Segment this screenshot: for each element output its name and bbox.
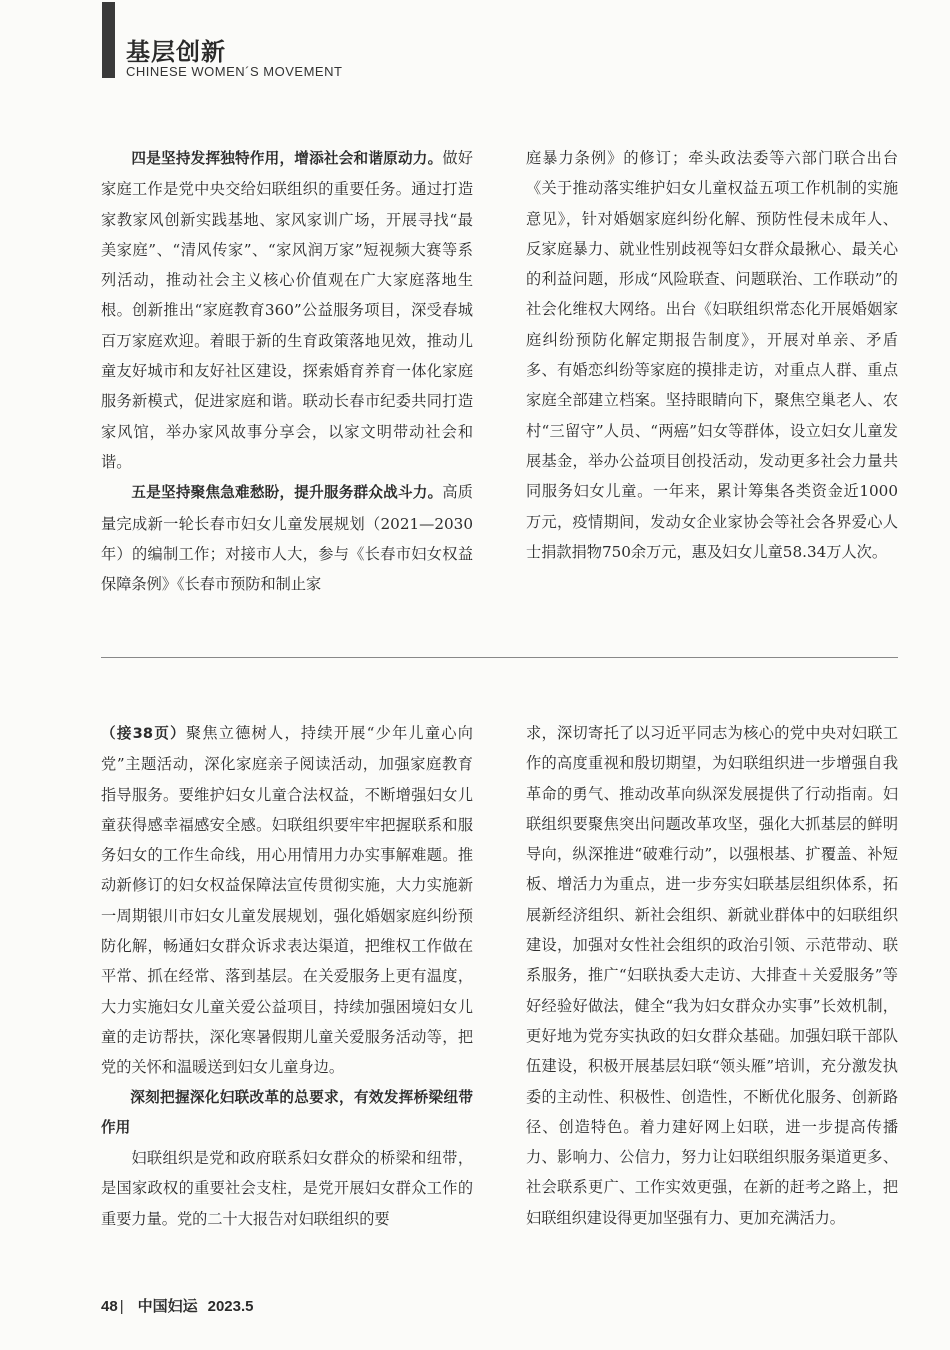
magazine-name: 中国妇运 [137, 1298, 198, 1315]
paragraph-continued: 庭暴力条例》的修订；牵头政法委等六部门联合出台《关于推动落实维护妇女儿童权益五项工作机制的实施意见》，针对婚姻家庭纠纷化解、预防性侵未成年人、反家庭暴力、就业性别歧视等妇女群众最揪心、最关心的利益问题，形成“风险联查、问题联治、工作联动”的社会化维权大网络。出台《妇联组织常态化开展婚姻家庭纠纷预防化解定期报告制度》，开展对单亲、矛盾多、有婚恋纠纷等家庭的摸排走访，对重点人群、重点家庭全部建立档案。坚持眼睛向下，聚焦空巢老人、农村“三留守”人员、“两癌”妇女等群体，设立妇女儿童发展基金，举办公益项目创投活动，发动更多社会力量共同服务妇女儿童。一年来，累计筹集各类资金近1000万元，疫情期间，发动女企业家协会等社会各界爱心人士捐款捐物750余万元，惠及妇女儿童58.34万人次。 [526, 149, 898, 561]
paragraph-four [101, 143, 473, 477]
paragraph-heading: 五是坚持聚焦急难愁盼，提升服务群众战斗力。 [131, 484, 443, 502]
paragraph-body: 妇联组织是党和政府联系妇女群众的桥梁和纽带，是国家政权的重要社会支柱，是党开展妇女群众工作的重要力量。党的二十大报告对妇联组织的要 [101, 1149, 473, 1228]
column-top-right [526, 143, 898, 567]
header-bar [102, 2, 115, 78]
paragraph-body: 高质量完成新一轮长春市妇女儿童发展规划（2021—2030年）的编制工作；对接市人大，参与《长春市妇女权益保障条例》《长春市预防和制止家 [101, 483, 473, 594]
section-title: 基层创新 [126, 38, 226, 66]
column-top-left [101, 143, 473, 599]
paragraph-body: 聚焦立德树人，持续开展“少年儿童心向党”主题活动，深化家庭亲子阅读活动，加强家庭教育指导服务。要维护妇女儿童合法权益，不断增强妇女儿童获得感幸福感安全感。妇联组织要牢牢把握联系和服务妇女的工作生命线，用心用情用力办实事解难题。推动新修订的妇女权益保障法宣传贯彻实施，大力实施新一周期银川市妇女儿童发展规划，强化婚姻家庭纠纷预防化解，畅通妇女群众诉求表达渠道，把维权工作做在平常、抓在经常、落到基层。在关爱服务上更有温度，大力实施妇女儿童关爱公益项目，持续加强困境妇女儿童的走访帮扶，深化寒暑假期儿童关爱服务活动等，把党的关怀和温暖送到妇女儿童身边。 [101, 724, 473, 1077]
column-bottom-right [526, 718, 898, 1233]
paragraph-heading: 四是坚持发挥独特作用，增添社会和谐原动力。 [131, 150, 443, 167]
page-footer [101, 1295, 264, 1316]
magazine-english-name: CHINESE WOMEN´S MOVEMENT [126, 64, 343, 79]
column-bottom-left [101, 718, 473, 1234]
issue-number: 2023.5 [207, 1298, 254, 1315]
paragraph-continued: 求，深切寄托了以习近平同志为核心的党中央对妇联工作的高度重视和殷切期望，为妇联组织进一步增强自我革命的勇气、推动改革向纵深发展提供了行动指南。妇联组织要聚焦突出问题改革攻坚，强化大抓基层的鲜明导向，纵深推进“破难行动”，以强根基、扩覆盖、补短板、增活力为重点，进一步夯实妇联基层组织体系，拓展新经济组织、新社会组织、新就业群体中的妇联组织建设，加强对女性社会组织的政治引领、示范带动、联系服务，推广“妇联执委大走访、大排查＋关爱服务”等好经验好做法，健全“我为妇女群众办实事”长效机制，更好地为党夯实执政的妇女群众基础。加强妇联干部队伍建设，积极开展基层妇联“领头雁”培训，充分激发执委的主动性、积极性、创造性，不断优化服务、创新路径、创造特色。着力建好网上妇联，进一步提高传播力、影响力、公信力，努力让妇联组织服务渠道更多、社会联系更广、工作实效更强，在新的赶考之路上，把妇联组织建设得更加坚强有力、更加充满活力。 [526, 724, 898, 1227]
continued-label: （接38页） [101, 725, 186, 742]
footer-separator: | [119, 1298, 124, 1315]
paragraph-body: 做好家庭工作是党中央交给妇联组织的重要任务。通过打造家教家风创新实践基地、家风家训广场，开展寻找“最美家庭”、“清风传家”、“家风润万家”短视频大赛等系列活动，推动社会主义核心价值观在广大家庭落地生根。创新推出“家庭教育360”公益服务项目，深受春城百万家庭欢迎。着眼于新的生育政策落地见效，推动儿童友好城市和友好社区建设，探索婚育养育一体化家庭服务新模式，促进家庭和谐。联动长春市纪委共同打造家风馆，举办家风故事分享会，以家文明带动社会和谐。 [101, 149, 473, 471]
paragraph-five [101, 477, 473, 599]
section-divider [101, 657, 898, 658]
section-heading: 深刻把握深化妇联改革的总要求，有效发挥桥梁纽带作用 [101, 1088, 473, 1136]
paragraph-continued-from-38 [101, 718, 473, 1083]
page-number: 48 [101, 1298, 118, 1315]
